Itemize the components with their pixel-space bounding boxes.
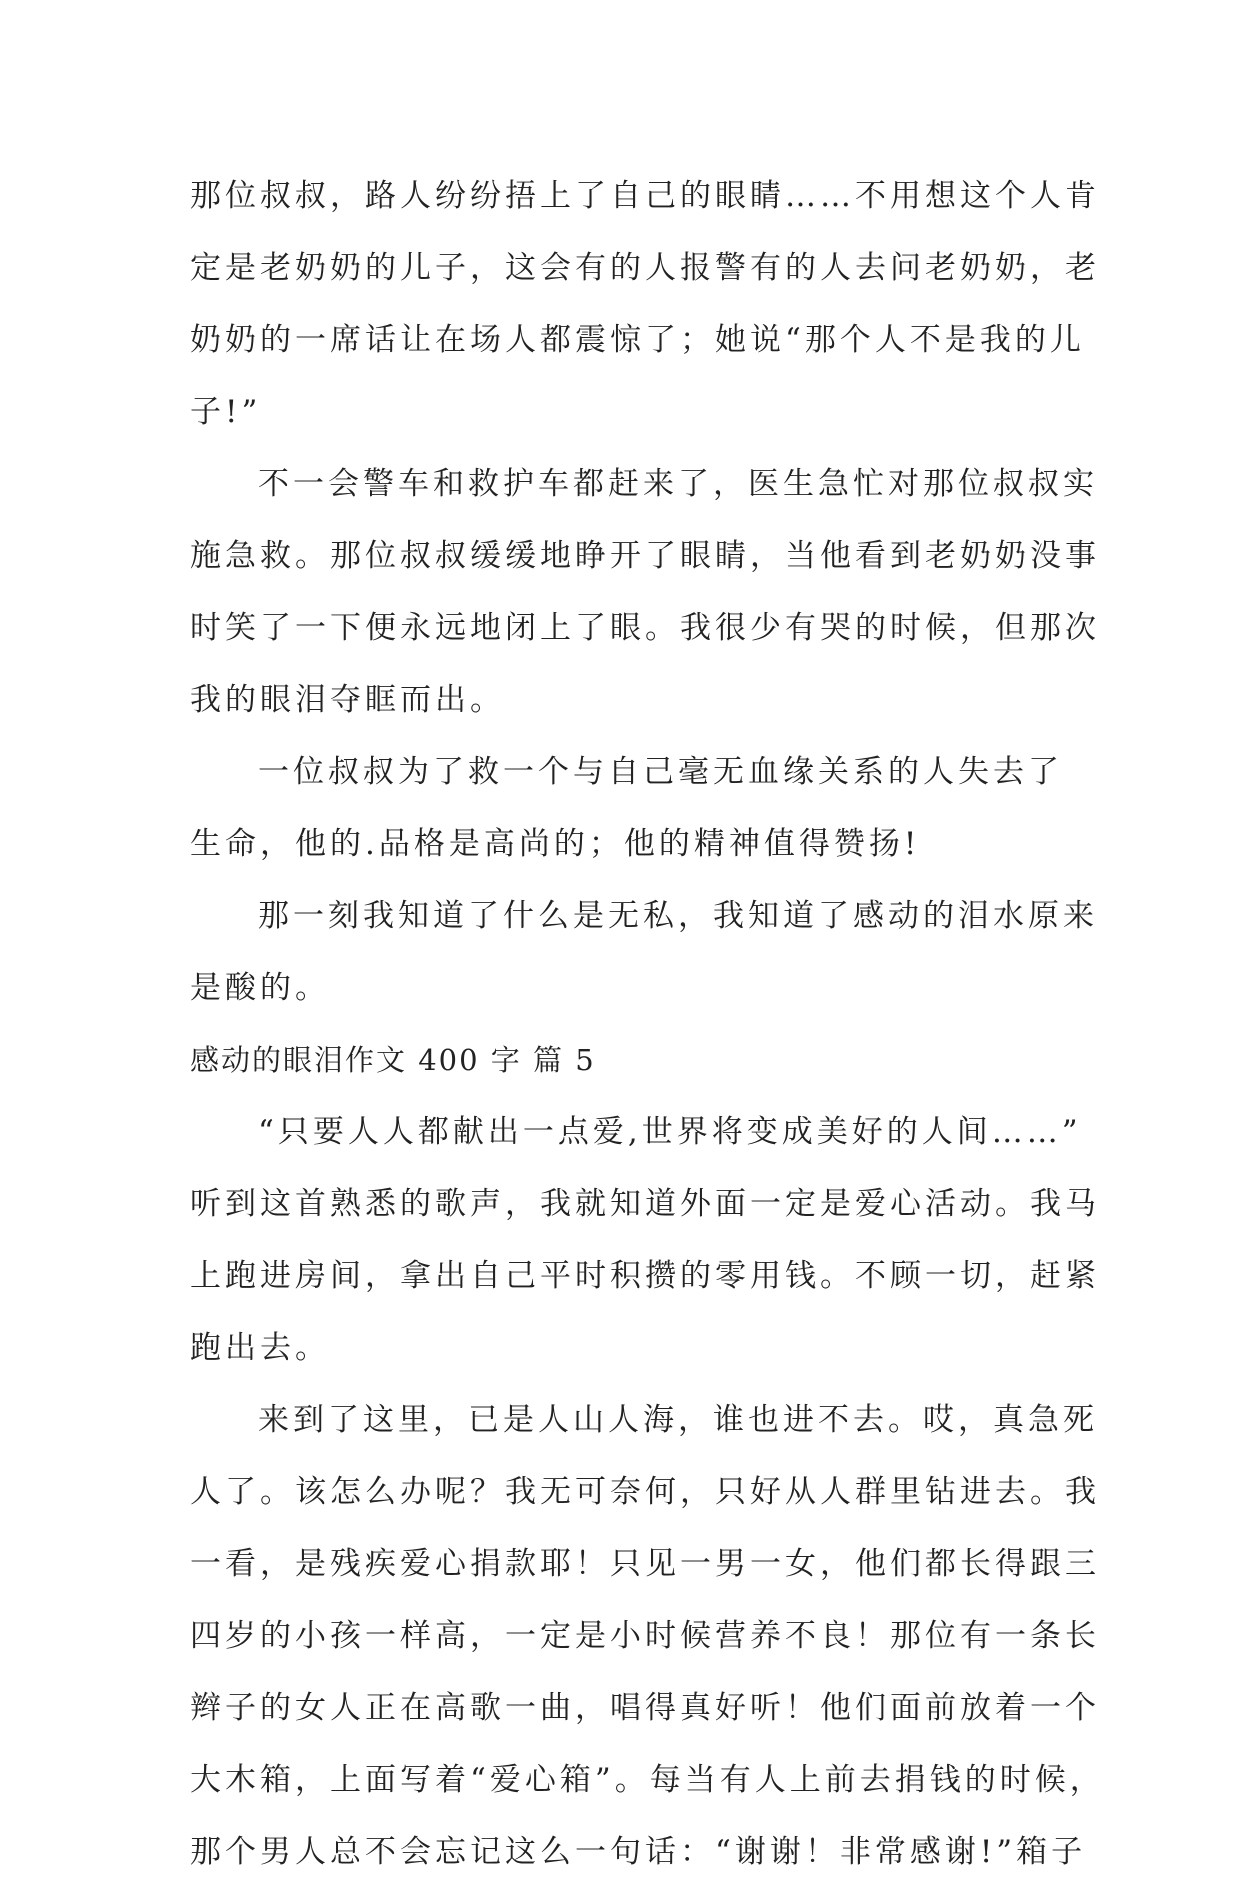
text-line: 是酸的。 <box>190 970 330 1006</box>
document-body <box>190 160 1105 1888</box>
text-line: 上跑进房间，拿出自己平时积攒的零用钱。不顾一切，赶紧 <box>190 1258 1100 1294</box>
text-line: 施急救。那位叔叔缓缓地睁开了眼睛，当他看到老奶奶没事 <box>190 538 1100 574</box>
text-line: “只要人人都献出一点爱,世界将变成美好的人间……” <box>258 1114 1082 1150</box>
text-line: 那位叔叔，路人纷纷捂上了自己的眼睛……不用想这个人肯 <box>190 178 1100 214</box>
text-line: 大木箱，上面写着“爱心箱”。每当有人上前去捐钱的时候， <box>190 1762 1105 1798</box>
text-line: 听到这首熟悉的歌声，我就知道外面一定是爱心活动。我马 <box>190 1186 1100 1222</box>
text-line: 那个男人总不会忘记这么一句话：“谢谢！非常感谢!”箱子 <box>190 1834 1087 1870</box>
text-line: 四岁的小孩一样高，一定是小时候营养不良！那位有一条长 <box>190 1618 1100 1654</box>
text-line: 定是老奶奶的儿子，这会有的人报警有的人去问老奶奶，老 <box>190 250 1100 286</box>
text-line: 不一会警车和救护车都赶来了，医生急忙对那位叔叔实 <box>258 466 1098 502</box>
section-heading: 感动的眼泪作文 400 字 篇 5 <box>190 1043 596 1077</box>
text-line: 子!” <box>190 394 262 430</box>
text-line: 跑出去。 <box>190 1330 330 1366</box>
text-line: 一位叔叔为了救一个与自己毫无血缘关系的人失去了 <box>258 754 1063 790</box>
text-line: 来到了这里，已是人山人海，谁也进不去。哎，真急死 <box>258 1402 1098 1438</box>
text-line: 时笑了一下便永远地闭上了眼。我很少有哭的时候，但那次 <box>190 610 1100 646</box>
text-line: 我的眼泪夺眶而出。 <box>190 682 505 718</box>
text-line: 辫子的女人正在高歌一曲，唱得真好听！他们面前放着一个 <box>190 1690 1100 1726</box>
text-line: 人了。该怎么办呢？我无可奈何，只好从人群里钻进去。我 <box>190 1474 1100 1510</box>
text-line: 一看，是残疾爱心捐款耶！只见一男一女，他们都长得跟三 <box>190 1546 1100 1582</box>
text-line: 奶奶的一席话让在场人都震惊了；她说“那个人不是我的儿 <box>190 322 1085 358</box>
text-line: 那一刻我知道了什么是无私，我知道了感动的泪水原来 <box>258 898 1098 934</box>
text-line: 生命，他的.品格是高尚的；他的精神值得赞扬! <box>190 826 921 862</box>
